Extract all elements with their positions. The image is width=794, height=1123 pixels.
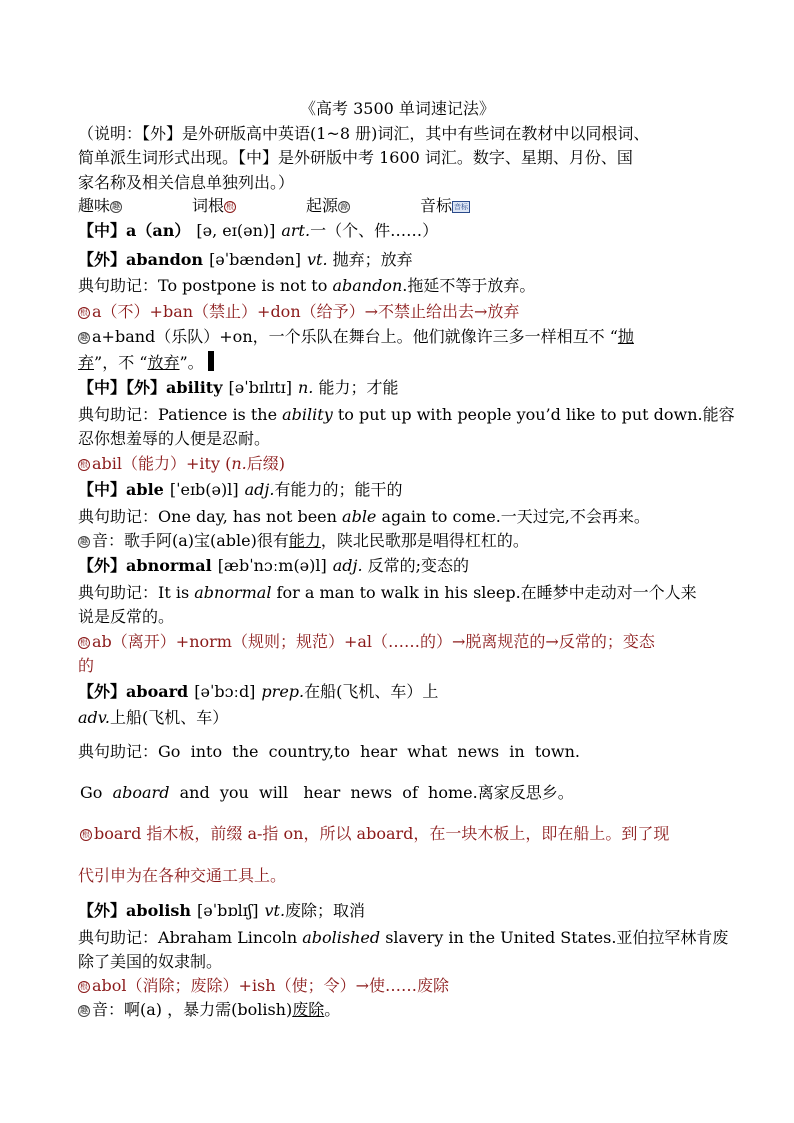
entry-abolish-fun: 趣 音：啊(a) ，暴力需(bolish)废除。 bbox=[80, 1000, 341, 1019]
entry-abolish-example: 典句助记：Abraham Lincoln abolished slavery in the United States.亚伯拉罕林肯废 bbox=[78, 928, 729, 947]
entry-ability-root: 根 abil（能力）+ity (n.后缀) bbox=[80, 454, 285, 473]
meaning: 有能力的；能干的 bbox=[274, 480, 403, 499]
root-mark-icon: 根 bbox=[226, 202, 235, 211]
headword: able bbox=[126, 480, 164, 499]
legend-fun: 趣味 趣 bbox=[78, 196, 121, 215]
phonetic-mark-icon: 音标 bbox=[454, 203, 469, 211]
part-of-speech: vt. bbox=[307, 250, 328, 269]
origin-mark-icon: 源 bbox=[340, 202, 349, 211]
entry-abolish-example-2: 除了美国的奴隶制。 bbox=[78, 952, 223, 971]
phonetic: [əˈbɒlɪʃ] bbox=[197, 901, 259, 920]
meaning: 能力；才能 bbox=[313, 378, 399, 397]
legend-root: 词根 根 bbox=[192, 196, 235, 215]
legend-row bbox=[78, 196, 534, 216]
entry-tag: 【外】 bbox=[78, 556, 127, 575]
entry-aboard-adv: adv.上船(飞机、车） bbox=[78, 708, 229, 727]
part-of-speech: prep. bbox=[261, 682, 305, 701]
root-mark-icon: 根 bbox=[82, 830, 90, 839]
entry-a-headword bbox=[78, 221, 438, 241]
entry-abnormal-headword bbox=[78, 556, 469, 576]
entry-abandon-headword bbox=[78, 250, 413, 270]
headword: aboard bbox=[126, 682, 189, 701]
root-mark-icon: 根 bbox=[80, 308, 88, 317]
entry-ability-example: 典句助记：Patience is the ability to put up with people you’d like to put down.能容 bbox=[78, 405, 735, 424]
entry-aboard-example-2: Go aboard and you will hear news of home.离家反思乡。 bbox=[80, 783, 574, 802]
phonetic: [əˈbɪlɪtɪ] bbox=[228, 378, 292, 397]
entry-abnormal-example-2: 说是反常的。 bbox=[78, 607, 175, 626]
part-of-speech: vt. bbox=[264, 901, 286, 920]
part-of-speech: art. bbox=[281, 221, 311, 240]
entry-tag: 【中】 bbox=[78, 480, 127, 499]
entry-abandon-fun-1: 趣 a+band（乐队）+on，一个乐队在舞台上。他们就像许三多一样相互不 “抛 bbox=[80, 327, 634, 346]
meaning: 在船(飞机、车）上 bbox=[304, 682, 439, 701]
entry-ability-example-2: 忍你想羞辱的人便是忍耐。 bbox=[78, 429, 271, 448]
phonetic: [ˈeɪb(ə)l] bbox=[169, 480, 239, 499]
entry-abandon-root: 根 a（不）+ban（禁止）+don（给予）→不禁止给出去→放弃 bbox=[80, 302, 520, 321]
fun-mark-icon: 趣 bbox=[80, 333, 88, 342]
entry-able-example: 典句助记：One day, has not been able again to come.一天过完,不会再来。 bbox=[78, 507, 650, 526]
fun-mark-icon: 趣 bbox=[80, 537, 88, 546]
entry-abnormal-root-2: 的 bbox=[78, 656, 95, 675]
entry-tag: 【中】【外】 bbox=[78, 378, 167, 397]
legend-phonetic: 音标 音标 bbox=[420, 196, 469, 215]
entry-tag: 【外】 bbox=[78, 682, 127, 701]
headword: ability bbox=[166, 378, 223, 397]
headword: abolish bbox=[126, 901, 192, 920]
part-of-speech: adj. bbox=[244, 480, 275, 499]
phonetic: [əˈbændən] bbox=[209, 250, 302, 269]
entry-abnormal-example: 典句助记：It is abnormal for a man to walk in his sleep.在睡梦中走动对一个人来 bbox=[78, 583, 697, 602]
part-of-speech: adj. bbox=[332, 556, 363, 575]
part-of-speech: n. bbox=[298, 378, 314, 397]
meaning: 废除；取消 bbox=[285, 901, 366, 920]
entry-tag: 【外】 bbox=[78, 901, 127, 920]
meaning: 抛弃；放弃 bbox=[327, 250, 413, 269]
fun-mark-icon: 趣 bbox=[80, 1006, 88, 1015]
entry-able-fun: 趣 音：歌手阿(a)宝(able)很有能力，陕北民歌那是唱得杠杠的。 bbox=[80, 531, 529, 550]
meaning: 一（个、件……） bbox=[310, 221, 439, 240]
intro-line-1: （说明：【外】是外研版高中英语(1~8 册)词汇，其中有些词在教材中以同根词、 bbox=[78, 124, 650, 143]
entry-abandon-example: 典句助记：To postpone is not to abandon.拖延不等于放弃。 bbox=[78, 276, 536, 295]
headword: abnormal bbox=[126, 556, 212, 575]
intro-line-2: 简单派生词形式出现。【中】是外研版中考 1600 词汇。数字、星期、月份、国 bbox=[78, 148, 633, 167]
entry-abolish-headword bbox=[78, 901, 365, 921]
entry-tag: 【中】 bbox=[78, 221, 127, 240]
fun-mark-icon: 趣 bbox=[112, 202, 121, 211]
entry-abnormal-root: 根 ab（离开）+norm（规则；规范）+al（……的）→脱离规范的→反常的；变态 bbox=[80, 632, 655, 651]
entry-aboard-root-2: 代引申为在各种交通工具上。 bbox=[78, 866, 287, 885]
entry-aboard-headword bbox=[78, 682, 438, 702]
part-of-speech: adv. bbox=[78, 708, 111, 727]
root-mark-icon: 根 bbox=[80, 982, 88, 991]
phonetic: [ə, eɪ(ən)] bbox=[196, 221, 276, 240]
intro-line-3: 家名称及相关信息单独列出。） bbox=[78, 173, 295, 192]
entry-aboard-example: 典句助记：Go into the country,to hear what news in town. bbox=[78, 742, 581, 761]
headword: abandon bbox=[126, 250, 204, 269]
entry-abandon-fun-2: 弃”，不 “放弃”。 bbox=[78, 351, 214, 373]
meaning: 反常的;变态的 bbox=[362, 556, 470, 575]
entry-ability-headword bbox=[78, 378, 398, 398]
entry-aboard-root: 根 board 指木板，前缀 a-指 on，所以 aboard，在一块木板上，即在船上。到了现 bbox=[82, 824, 670, 843]
page-title: 《高考 3500 单词速记法》 bbox=[300, 99, 495, 118]
root-mark-icon: 根 bbox=[80, 638, 88, 647]
text-cursor bbox=[208, 351, 214, 371]
phonetic: [əˈbɔːd] bbox=[194, 682, 256, 701]
phonetic: [æbˈnɔːm(ə)l] bbox=[217, 556, 327, 575]
root-mark-icon: 根 bbox=[80, 460, 88, 469]
entry-tag: 【外】 bbox=[78, 250, 127, 269]
entry-abolish-root: 根 abol（消除；废除）+ish（使；令）→使……废除 bbox=[80, 976, 449, 995]
headword: a（an） bbox=[126, 221, 191, 240]
legend-origin: 起源 源 bbox=[306, 196, 349, 215]
entry-able-headword bbox=[78, 480, 402, 500]
